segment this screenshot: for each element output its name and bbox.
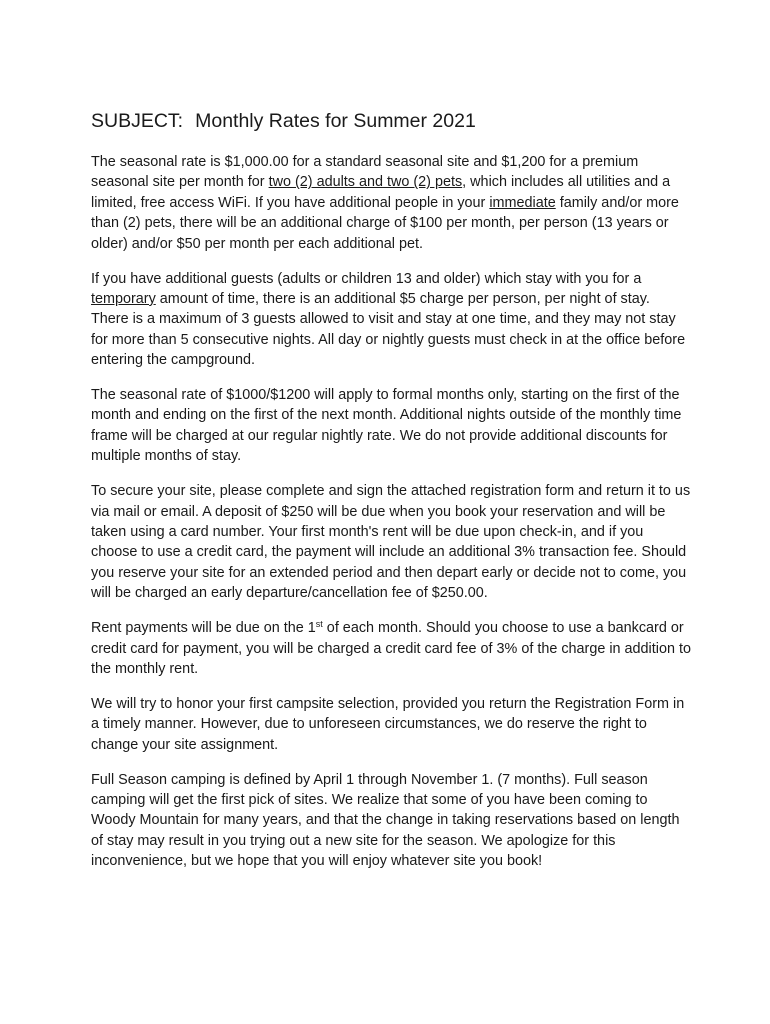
paragraph-full-season: Full Season camping is defined by April 1 through November 1. (7 months). Full season camping will get the first pick of sites. We realize that some of you have been coming to Woody Mountain for many years, and that the change in taking reservations based on length of stay may result in you trying out a new site for the season. We apologize for this inconvenience, but we hope that you will enjoy whatever site you book! [91,771,680,870]
page-title [91,108,691,134]
underlined-text: immediate [489,194,556,211]
document-page [91,108,691,886]
text-span: Rent payments will be due on the 1 [91,620,316,637]
text-span: amount of time, there is an additional $5 charge per person, per night of stay. There is a maximum of 3 guests allowed to visit and stay at one time, and they may not stay for more than 5 consecutive nights. All day or nightly guests must check in at the office before entering the campground. [91,290,686,369]
text-span: of each month. Should you choose to use a bankcard or credit card for payment, you will be charged a credit card fee of 3% of the charge in addition to the monthly rent. [91,620,691,677]
text-span: family and/or more than (2) pets, there will be an additional charge of $100 per month, per person (13 years or older) and/or $50 per month per each additional pet. [91,194,679,252]
paragraph-guests [91,269,691,371]
underlined-text: temporary [91,290,156,307]
paragraph-secure-site: To secure your site, please complete and sign the attached registration form and return it to us via mail or email. A deposit of $250 will be due when you book your reservation and will be taken using a card number. Your first month's rent will be due upon check-in, and if you choose to use a credit card, the payment will include an additional 3% transaction fee. Should you reserve your site for an extended period and then depart early or decide not to come, you will be charged an early departure/cancellation fee of $250.00. [91,483,691,602]
paragraph-formal-months: The seasonal rate of $1000/$1200 will apply to formal months only, starting on the first of the month and ending on the first of the next month. Additional nights outside of the monthly time frame will be charged at our regular nightly rate. We do not provide additional discounts for multiple months of stay. [91,387,682,465]
text-span: , which includes all utilities and a limited, free access WiFi. If you have additional people in your [91,174,671,211]
paragraph-seasonal-rate [91,152,691,254]
paragraph-campsite-selection: We will try to honor your first campsite selection, provided you return the Registration Form in a timely manner. However, due to unforeseen circumstances, we do reserve the right to change your site assignment. [91,695,685,753]
subject-title: Monthly Rates for Summer 2021 [195,110,476,132]
text-span: The seasonal rate is $1,000.00 for a standard seasonal site and $1,200 for a premium seasonal site per month for [91,154,639,191]
text-span: If you have additional guests (adults or children 13 and older) which stay with you for a [91,270,642,287]
subject-label: SUBJECT: [91,110,184,132]
underlined-text: two (2) adults and two (2) pets [268,174,463,191]
superscript: st [315,619,323,630]
paragraph-rent-payments [91,618,691,679]
